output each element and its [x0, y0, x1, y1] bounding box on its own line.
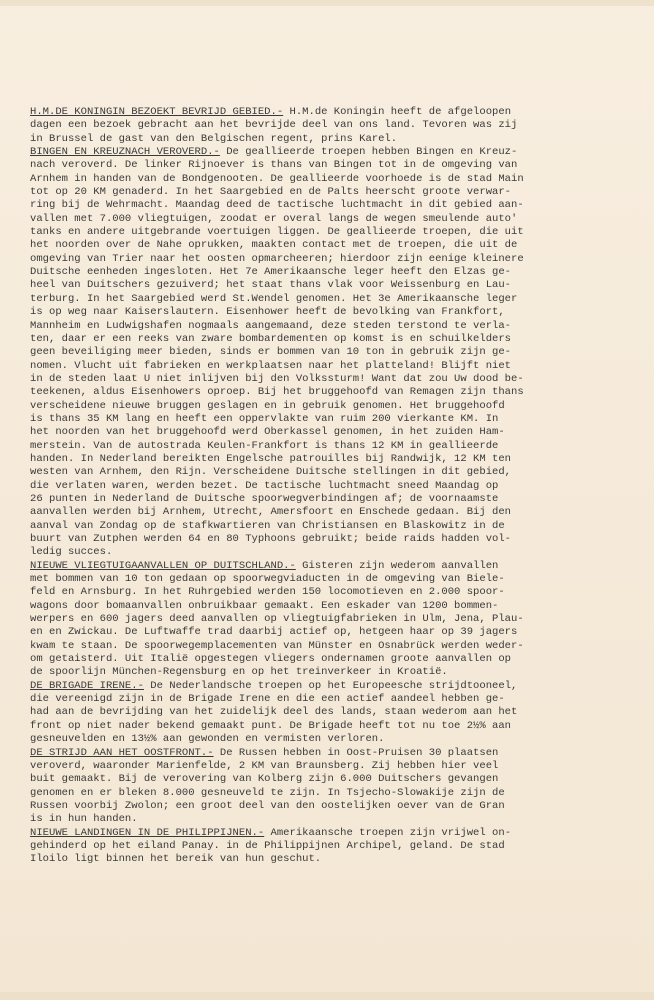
text-line: [30, 706, 630, 719]
line-text: terburg. In het Saargebied werd St.Wendel genomen. Het 3e Amerikaansche leger: [30, 292, 518, 305]
line-text: veroverd, waaronder Marienfelde, 2 KM van Braunsberg. Zij hebben hier veel: [30, 759, 499, 772]
text-line: [30, 480, 630, 493]
text-line: [30, 413, 630, 426]
news-section: [30, 146, 630, 560]
line-text: verscheidene nieuwe bruggen geslagen en in gebruik genomen. Het bruggehoofd: [30, 399, 505, 412]
line-text: gehinderd op het eiland Panay. in de Philippijnen Archipel, geland. De stad: [30, 839, 505, 852]
text-line: [30, 306, 630, 319]
line-text: heel van Duitschers gezuiverd; het staat thans vlak voor Weissenburg en Lau-: [30, 279, 512, 292]
text-line: [30, 186, 630, 199]
text-line: [30, 626, 630, 639]
text-line: [30, 760, 630, 773]
text-line: [30, 733, 630, 746]
text-line: [30, 159, 630, 172]
text-line: [30, 466, 630, 479]
text-line: [30, 533, 630, 546]
line-text: handen. In Nederland bereikten Engelsche patrouilles bij Randwijk, 12 KM ten: [30, 452, 512, 465]
line-text: buit gemaakt. Bij de verovering van Kolberg zijn 6.000 Duitschers gevangen: [30, 773, 499, 786]
text-line: [30, 253, 630, 266]
text-line: [30, 133, 630, 146]
text-line: [30, 853, 630, 866]
line-text: is op weg naar Kaiserslautern. Eisenhower heeft de bevolking van Frankfort,: [30, 306, 505, 319]
line-text: Mannheim en Ludwigshafen nogmaals aangemaand, deze steden terstond te verla-: [30, 319, 512, 332]
text-line: [30, 386, 630, 399]
text-line: [30, 106, 630, 119]
line-text: De Nederlandsche troepen op het Europeesche strijdtooneel,: [143, 679, 518, 692]
line-text: dagen een bezoek gebracht aan het bevrijde deel van ons land. Tevoren was zij: [30, 119, 518, 132]
text-line: [30, 773, 630, 786]
section-heading: NIEUWE LANDINGEN IN DE PHILIPPIJNEN.-: [30, 826, 265, 839]
text-line: [30, 360, 630, 373]
line-text: Duitsche eenheden ingesloten. Het 7e Amerikaansche leger heeft den Elzas ge-: [30, 266, 512, 279]
text-line: [30, 346, 630, 359]
line-text: geen beveiliging meer bieden, sinds er bommen van 10 ton in gebruik zijn ge-: [30, 346, 512, 359]
text-line: [30, 119, 630, 132]
line-text: aanval van Zondag op de stafkwartieren van Christiansen en Blaskowitz in de: [30, 519, 505, 532]
line-text: Iloilo ligt binnen het bereik van hun geschut.: [30, 853, 322, 866]
line-text: aanvallen werden bij Arnhem, Utrecht, Amersfoort en Enschede gedaan. Bij den: [30, 506, 512, 519]
text-line: [30, 226, 630, 239]
text-line: [30, 653, 630, 666]
line-text: die verlaten waren, werden bezet. De tactische luchtmacht sneed Maandag op: [30, 479, 499, 492]
line-text: H.M.de Koningin heeft de afgeloopen: [283, 106, 512, 118]
line-text: Gisteren zijn wederom aanvallen: [295, 559, 499, 572]
text-line: [30, 199, 630, 212]
text-line: [30, 239, 630, 252]
line-text: in Brussel de gast van den Belgischen regent, prins Karel.: [30, 132, 398, 145]
text-line: [30, 573, 630, 586]
text-line: [30, 787, 630, 800]
text-line: [30, 560, 630, 573]
text-line: [30, 693, 630, 706]
line-text: gesneuvelden en 13½% aan gewonden en vermisten verloren.: [30, 733, 385, 746]
line-text: en en Zwickau. De Luftwaffe trad daarbij actief op, hetgeen haar op 39 jagers: [30, 626, 518, 639]
text-line: [30, 493, 630, 506]
text-line: [30, 506, 630, 519]
line-text: ten, daar er een reeks van zware bombardementen op komst is en schuilkelders: [30, 332, 512, 345]
text-line: [30, 426, 630, 439]
paper-edge-top: [0, 0, 654, 6]
section-heading: H.M.DE KONINGIN BEZOEKT BEVRIJD GEBIED.-: [30, 106, 284, 118]
text-line: [30, 293, 630, 306]
text-line: [30, 800, 630, 813]
line-text: buurt van Zutphen werden 64 en 80 Typhoons gebruikt; beide raids hadden vol-: [30, 533, 512, 545]
line-text: had aan de bevrijding van het zuidelijk deel des lands, staan wederom aan het: [30, 706, 518, 719]
text-line: [30, 453, 630, 466]
line-text: front op niet nader bekend gemaakt punt. De Brigade heeft tot nu toe 2½% aan: [30, 719, 512, 732]
text-line: [30, 266, 630, 279]
line-text: Amerikaansche troepen zijn vrijwel on-: [264, 826, 512, 839]
line-text: De Russen hebben in Oost-Pruisen 30 plaatsen: [213, 746, 499, 759]
text-line: [30, 586, 630, 599]
text-line: [30, 666, 630, 679]
line-text: genomen en er bleken 8.000 gesneuveld te zijn. In Tsjecho-Slowakije zijn de: [30, 786, 505, 799]
section-heading: NIEUWE VLIEGTUIGAANVALLEN OP DUITSCHLAND.-: [30, 559, 296, 572]
text-line: [30, 279, 630, 292]
line-text: die vereenigd zijn in de Brigade Irene en die een actief aandeel hebben ge-: [30, 693, 505, 706]
text-line: [30, 546, 630, 559]
text-line: [30, 720, 630, 733]
news-section: [30, 680, 630, 747]
line-text: kwam te staan. De spoorwegemplacementen van Münster en Osnabrück werden weder-: [30, 639, 524, 652]
line-text: is thans 35 KM lang en heeft een oppervlakte van ruim 200 vierkante KM. In: [30, 412, 499, 425]
news-bulletin-text: [30, 106, 630, 867]
line-text: Arnhem in handen van de Bondgenooten. De geallieerde voorhoede is de stad Main: [30, 172, 524, 185]
line-text: De geallieerde troepen hebben Bingen en Kreuz-: [219, 146, 518, 159]
line-text: nomen. Vlucht uit fabrieken en werkplaatsen naar het platteland! Blijft niet: [30, 359, 512, 372]
news-section: [30, 747, 630, 827]
text-line: [30, 320, 630, 333]
text-line: [30, 520, 630, 533]
text-line: [30, 600, 630, 613]
line-text: tanks en andere uitgebrande voertuigen liggen. De geallieerde troepen, die uit: [30, 226, 524, 239]
text-line: [30, 373, 630, 386]
line-text: is in hun handen.: [30, 813, 138, 826]
text-line: [30, 146, 630, 159]
text-line: [30, 827, 630, 840]
text-line: [30, 640, 630, 653]
line-text: westen van Arnhem, den Rijn. Verscheidene Duitsche stellingen in dit gebied,: [30, 466, 512, 479]
news-section: [30, 106, 630, 146]
paper-edge-bottom: [0, 992, 654, 1000]
text-line: [30, 213, 630, 226]
line-text: ledig succes.: [30, 546, 113, 559]
line-text: om getaisterd. Uit Italië opgestegen vliegers ondernamen groote aanvallen op: [30, 653, 512, 666]
line-text: tot op 20 KM genaderd. In het Saargebied en de Palts heerscht groote verwar-: [30, 186, 512, 199]
text-line: [30, 747, 630, 760]
line-text: merstein. Van de autostrada Keulen-Frankfort is thans 12 KM in geallieerde: [30, 439, 499, 452]
text-line: [30, 440, 630, 453]
line-text: wagons door bomaanvallen onbruikbaar gemaakt. Een eskader van 1200 bommen-: [30, 599, 499, 612]
text-line: [30, 333, 630, 346]
line-text: omgeving van Trier naar het oosten opmarcheeren; hierdoor zijn eenige kleinere: [30, 252, 524, 265]
section-heading: DE BRIGADE IRENE.-: [30, 679, 144, 692]
line-text: in de steden laat U niet inlijven bij den Volkssturm! Want dat zou Uw dood be-: [30, 372, 524, 385]
text-line: [30, 680, 630, 693]
line-text: werpers en 600 jagers deed aanvallen op vliegtuigfabrieken in Ulm, Jena, Plau-: [30, 613, 524, 626]
line-text: teekenen, aldus Eisenhowers oproep. Bij het bruggehoofd van Remagen zijn thans: [30, 386, 524, 399]
line-text: ring bij de Wehrmacht. Maandag deed de tactische luchtmacht in dit gebied aan-: [30, 199, 524, 212]
text-line: [30, 400, 630, 413]
text-line: [30, 613, 630, 626]
news-section: [30, 827, 630, 867]
line-text: het noorden van het bruggehoofd werd Oberkassel genomen, in het zuiden Ham-: [30, 426, 505, 439]
text-line: [30, 173, 630, 186]
text-line: [30, 840, 630, 853]
text-line: [30, 813, 630, 826]
section-heading: BINGEN EN KREUZNACH VEROVERD.-: [30, 146, 220, 159]
line-text: nach veroverd. De linker Rijnoever is thans van Bingen tot in de omgeving van: [30, 159, 518, 172]
line-text: het noorden over de Nahe oprukken, maakten contact met de troepen, die uit de: [30, 239, 518, 252]
line-text: 26 punten in Nederland de Duitsche spoorwegverbindingen af; de voornaamste: [30, 492, 499, 505]
line-text: vallen met 7.000 vliegtuigen, zoodat er overal langs de wegen smeulende auto': [30, 212, 518, 225]
line-text: de spoorlijn München-Regensburg en op het treinverkeer in Kroatië.: [30, 666, 448, 679]
line-text: Russen voorbij Zwolon; een groot deel van den oostelijken oever van de Gran: [30, 799, 505, 812]
section-heading: DE STRIJD AAN HET OOSTFRONT.-: [30, 746, 214, 759]
line-text: feld en Arnsburg. In het Ruhrgebied werden 150 locomotieven en 2.000 spoor-: [30, 586, 505, 599]
news-section: [30, 560, 630, 680]
line-text: met bommen van 10 ton gedaan op spoorwegviaducten in de omgeving van Biele-: [30, 573, 505, 586]
